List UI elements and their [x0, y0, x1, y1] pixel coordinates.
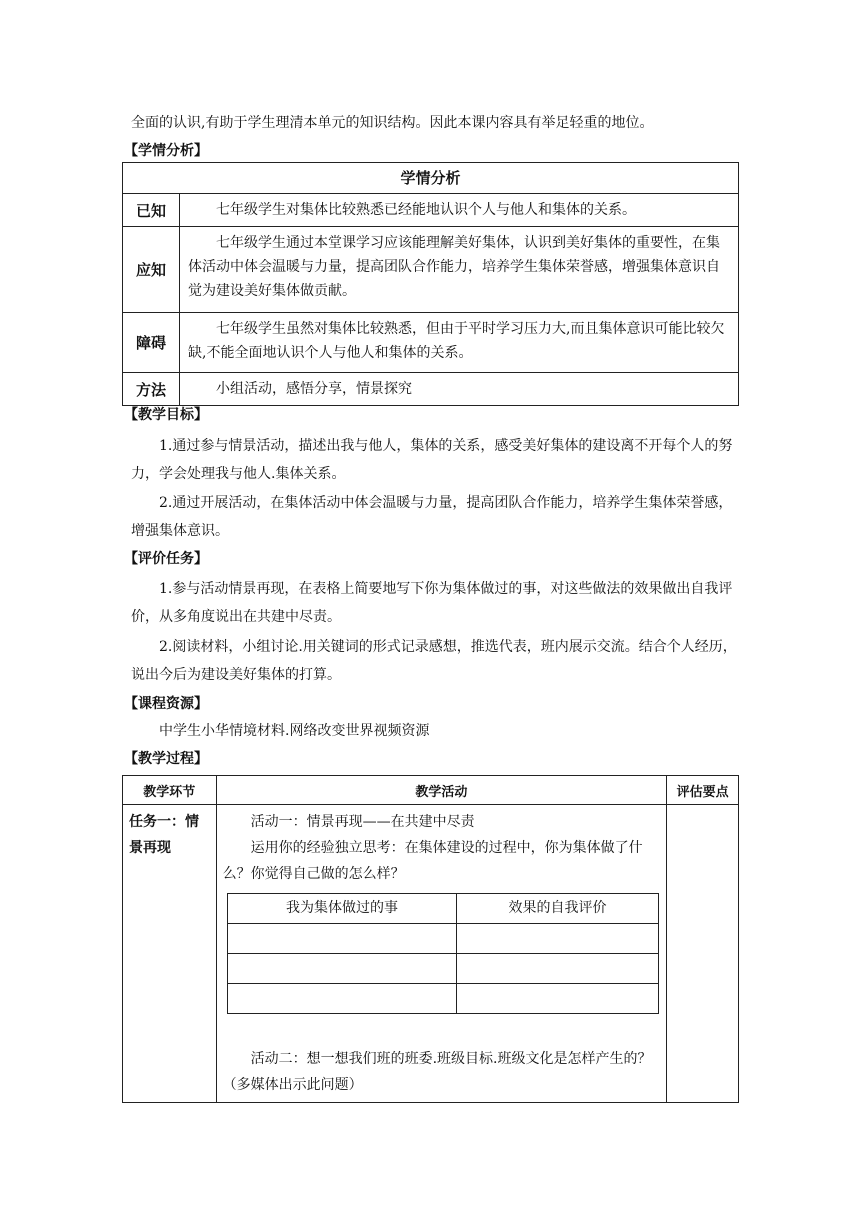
- activity1-title: 活动一：情景再现——在共建中尽责: [250, 814, 475, 830]
- process-heading: 【教学过程】: [124, 751, 208, 767]
- inner-blank-cell[interactable]: [457, 954, 658, 984]
- row-label-obstacles: 障碍: [123, 313, 180, 373]
- learner-analysis-table: [122, 162, 739, 406]
- row-label-should-know: 应知: [123, 227, 180, 313]
- learner-analysis-heading: 【学情分析】: [124, 143, 208, 159]
- evaluation-heading: 【评价任务】: [124, 551, 208, 567]
- col-header-points: 评估要点: [667, 776, 739, 805]
- row-label-known: 已知: [123, 194, 180, 227]
- row-text-methods: 小组活动，感悟分享，情景探究: [180, 373, 739, 406]
- inner-blank-cell[interactable]: [457, 984, 658, 1014]
- inner-blank-cell[interactable]: [457, 924, 658, 954]
- col-header-stage: 教学环节: [123, 776, 217, 805]
- task1-label: 任务一：情景再现: [129, 814, 199, 856]
- activity1-prompt: 运用你的经验独立思考：在集体建设的过程中，你为集体做了什么？你觉得自己做的怎么样？: [222, 840, 643, 882]
- activity-cell: [216, 805, 667, 1103]
- learner-analysis-table-title: 学情分析: [123, 163, 739, 194]
- objective-item-2: 2.通过开展活动，在集体活动中体会温暖与力量，提高团队合作能力，培养学生集体荣誉感，增强集体意识。: [131, 495, 733, 539]
- intro-line: 全面的认识,有助于学生理清本单元的知识结构。因此本课内容具有举足轻重的地位。: [131, 115, 654, 131]
- objectives-heading: 【教学目标】: [124, 407, 208, 423]
- spacer: [223, 1014, 661, 1046]
- row-text-should-know: 七年级学生通过本堂课学习应该能理解美好集体，认识到美好集体的重要性，在集体活动中体会温暖与力量，提高团队合作能力，培养学生集体荣誉感，增强集体意识自觉为建设美好集体做贡献。: [180, 227, 739, 313]
- row-text-known: 七年级学生对集体比较熟悉已经能地认识个人与他人和集体的关系。: [180, 194, 739, 227]
- row-label-methods: 方法: [123, 373, 180, 406]
- inner-blank-cell[interactable]: [227, 984, 457, 1014]
- evaluation-item-2: 2.阅读材料，小组讨论.用关键词的形式记录感想，推选代表，班内展示交流。结合个人经历，说出今后为建设美好集体的打算。: [131, 639, 737, 683]
- points-cell: [667, 805, 739, 1103]
- evaluation-item-1: 1.参与活动情景再现，在表格上简要地写下你为集体做过的事，对这些做法的效果做出自我评价，从多角度说出在共建中尽责。: [131, 581, 733, 625]
- inner-blank-cell[interactable]: [227, 954, 457, 984]
- inner-blank-cell[interactable]: [227, 924, 457, 954]
- row-text-obstacles: 七年级学生虽然对集体比较熟悉，但由于平时学习压力大,而且集体意识可能比较欠缺,不能全面地认识个人与他人和集体的关系。: [180, 313, 739, 373]
- objective-item-1: 1.通过参与情景活动，描述出我与他人，集体的关系，感受美好集体的建设离不开每个人的努力，学会处理我与他人.集体关系。: [131, 438, 733, 482]
- col-header-activity: 教学活动: [216, 776, 667, 805]
- task1-cell: [123, 805, 217, 1103]
- inner-header-deeds: 我为集体做过的事: [227, 894, 457, 924]
- process-table: [122, 775, 739, 1103]
- activity2-text: 活动二：想一想我们班的班委.班级目标.班级文化是怎样产生的？（多媒体出示此问题）: [222, 1051, 652, 1093]
- resources-text: 中学生小华情境材料.网络改变世界视频资源: [159, 723, 430, 739]
- inner-header-evaluation: 效果的自我评价: [457, 894, 658, 924]
- resources-heading: 【课程资源】: [124, 696, 208, 712]
- self-evaluation-table: [227, 893, 659, 1014]
